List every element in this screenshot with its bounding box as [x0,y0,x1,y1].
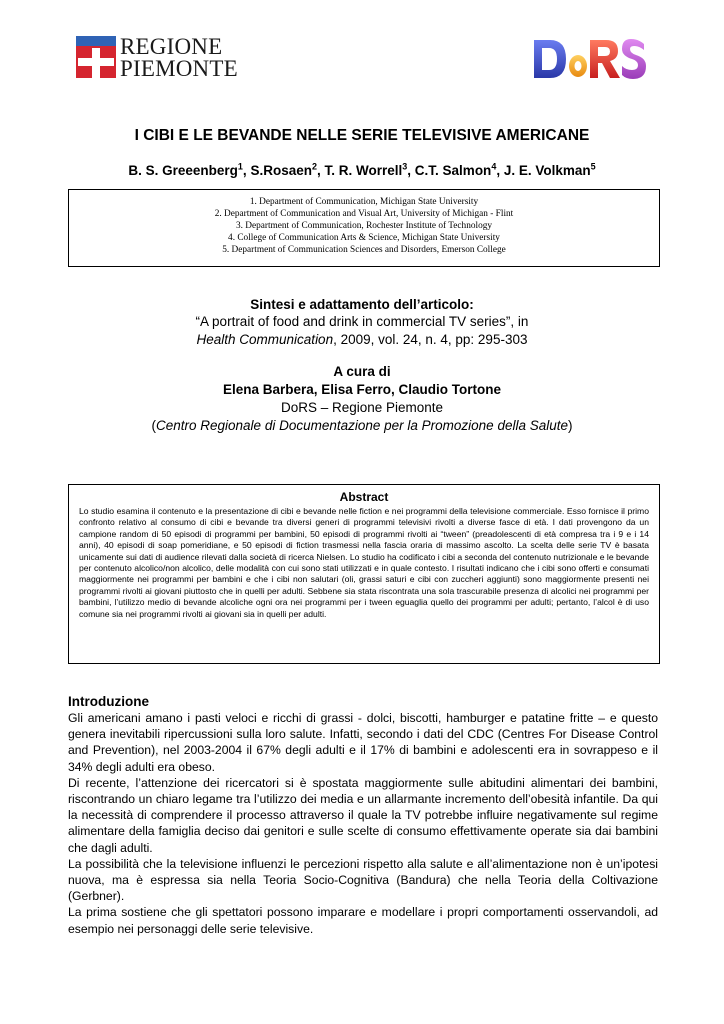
author-affiliation-number: 3 [402,161,408,172]
author-affiliation-number: 1 [237,161,243,172]
curators-names: Elena Barbera, Elisa Ferro, Claudio Tortone [222,382,502,397]
synthesis-article-title: “A portrait of food and drink in commercial TV series”, in [195,314,529,329]
regione-piemonte-logo [76,34,238,84]
affiliation-item: 5. Department of Communication Sciences and Disorders, Emerson College [222,245,506,255]
introduction-paragraph: La possibilità che la televisione influenzi le percezioni rispetto alla salute e all’alimentazione non è un’ipotesi nuova, ma è espressa sia nella Teoria Socio-Cognitiva (Bandura) che nella Teoria della Coltivazione (Gerbner). [68,856,658,904]
synthesis-citation [0,332,724,347]
author-affiliation-number: 2 [311,161,317,172]
abstract-box [68,484,660,664]
close-paren: ) [568,418,573,433]
journal-name: Health Communication [196,332,334,347]
dors-logo-graphic [528,34,648,84]
affiliation-item: 4. College of Communication Arts & Science, Michigan State University [228,233,500,243]
author-name: S.Rosaen [250,163,312,178]
affiliation-item: 3. Department of Communication, Rochester Institute of Technology [235,221,493,231]
author-list [0,163,724,178]
author-affiliation-number: 5 [590,161,596,172]
abstract-heading: Abstract [339,490,389,504]
introduction-paragraph: Gli americani amano i pasti veloci e ricchi di grassi - dolci, biscotti, hamburger e patatine fritte – e questo genera inevitabili ripercussioni sulla loro salute. Infatti, secondo i dati del CDC (Centres For Disease Control and Prevention), nel 2003-2004 il 67% degli adulti e il 17% di bambini e adolescenti era in sovrappeso e il 34% degli adulti era obeso. [68,711,658,774]
curators-organization: DoRS – Regione Piemonte [280,400,444,415]
logo-line-regione: REGIONE [120,34,223,59]
introduction-paragraph: La prima sostiene che gli spettatori possono imparare e modellare i propri comportamenti osservandoli, ad esempio nei personaggi delle serie televisive. [68,905,658,936]
logo-line-piemonte: PIEMONTE [120,56,238,81]
affiliations-box [68,189,660,267]
author-separator: , [242,163,251,178]
dors-logo [528,34,648,84]
author-affiliation-number: 4 [491,161,497,172]
organization-full-name [0,418,724,433]
author-name: J. E. Volkman [503,163,591,178]
open-paren: ( [151,418,156,433]
abstract-text: Lo studio esamina il contenuto e la presentazione di cibi e bevande nelle fiction e nei programmi della televisione commerciale. Esso fornisce il primo confronto relativo al consumo di cibi e bevande tra diversi generi di programmi televisivi rivolti a diverse fasce di età. I dati provengono da un campione random di 50 episodi di programmi per bambini, 50 episodi di programmi rivolti ai “tween” (preadolescenti di età compresa tra i 9 e i 14 anni), 40 episodi di soap pomeridiane, e 50 episodi di fiction trasmessi nella fascia oraria di massimo ascolto. La scelta delle serie TV è basata unicamente sui dati di audience rilevati dalla società di ricerca Nielsen. Lo studio ha codificato i cibi a seconda del contenuto nutrizionale e le bevande per contenuto alcolico/non alcolico, delle modalità con cui sono stati utilizzati e in quale contesto. I risultati indicano che i cibi sono offerti e consumati maggiormente nei programmi per bambini e che i cibi non salutari (oli, grassi saturi e cibi con zuccheri aggiunti) sono maggiormente presenti nei programmi rivolti ai giovani piuttosto che in quelli per adulti. Sebbene sia stata riscontrata una sola trascurabile presenza di alcolici nei programmi per bambini, l’utilizzo medio di bevande alcoliche ogni ora nei programmi per i tween eguaglia quello dei programmi per adulti; pertanto, l’alcol è di uso comune sia nei programmi rivolti ai giovani sia in quelli per adulti. [79,506,649,619]
organization-full-name-text: Centro Regionale di Documentazione per la Promozione della Salute [156,418,568,433]
author-name: B. S. Greeenberg [128,163,238,178]
curated-by-heading: A cura di [333,364,391,379]
affiliation-item: 2. Department of Communication and Visual Art, University of Michigan - Flint [214,209,514,219]
author-name: T. R. Worrell [324,163,403,178]
synthesis-heading: Sintesi e adattamento dell’articolo: [250,297,474,312]
citation-details: , 2009, vol. 24, n. 4, pp: 295-303 [333,332,528,347]
affiliation-item: 1. Department of Communication, Michigan State University [249,197,479,207]
introduction-paragraph: Di recente, l’attenzione dei ricercatori si è spostata maggiormente sulle abitudini alimentari dei bambini, riscontrando un chiaro legame tra l’utilizzo dei media e un allarmante incremento dell’obesità infantile. Da qui la necessità di comprendere il processo attraverso il quale la TV potrebbe influire negativamente sul regime alimentare della famiglia deciso dai genitori e sulle scelte di consumo effettivamente operate sia dai bambini che dagli adulti. [68,775,658,855]
author-separator: , [496,163,504,178]
author-separator: , [316,163,325,178]
document-title: I CIBI E LE BEVANDE NELLE SERIE TELEVISIVE AMERICANE [134,127,590,144]
author-separator: , [407,163,415,178]
regione-piemonte-wordmark [120,36,238,80]
introduction-body [68,710,658,937]
piemonte-flag-icon [76,36,116,78]
introduction-heading: Introduzione [68,694,149,709]
author-name: C.T. Salmon [414,163,492,178]
